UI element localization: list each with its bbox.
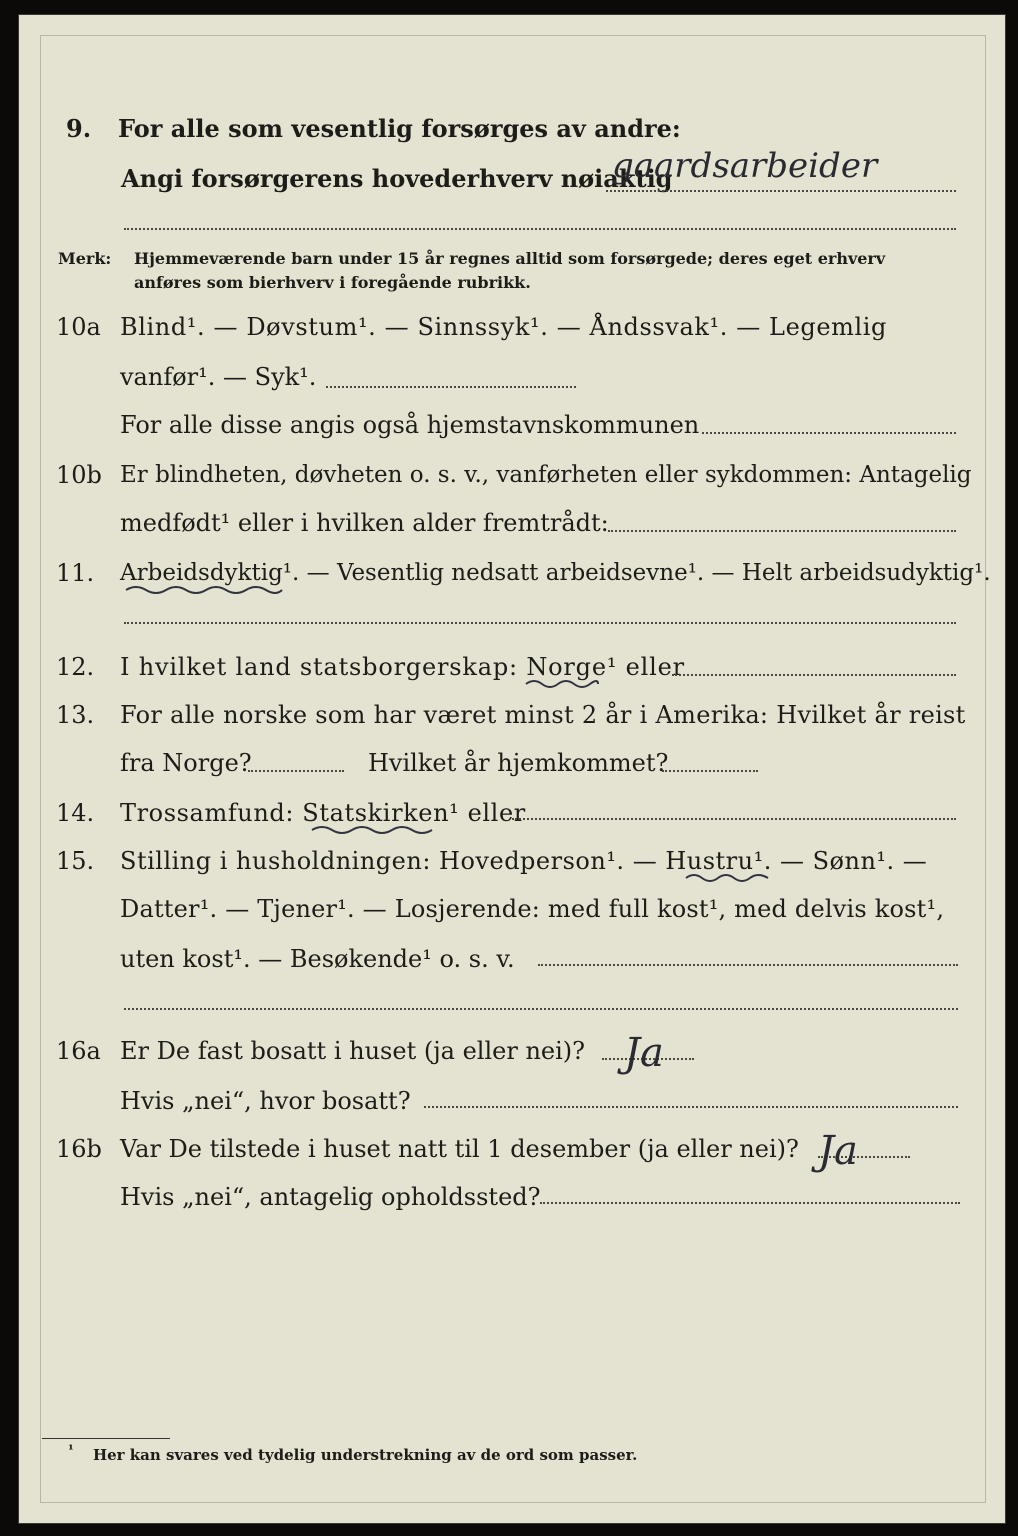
- item-number: 16b: [56, 1135, 102, 1163]
- item-text: For alle som vesentlig forsørges av andre:: [118, 114, 681, 143]
- item-number: 15.: [56, 847, 95, 875]
- item-10a-answer-line: [326, 386, 576, 388]
- item-number: 11.: [56, 559, 95, 587]
- underline-mark-statskirken: [310, 824, 434, 836]
- item-15-extra-line: [124, 1008, 958, 1010]
- item-number: 10b: [56, 461, 102, 489]
- footnote-rule: [42, 1438, 170, 1439]
- item-number: 10a: [56, 313, 101, 341]
- item-text: Hvis „nei“, antagelig opholdssted?: [120, 1183, 541, 1211]
- underline-mark-hustru: [684, 872, 770, 884]
- item-text: Er blindheten, døvheten o. s. v., vanførheten eller sykdommen: Antagelig: [120, 462, 972, 488]
- item-text: fra Norge?: [120, 749, 252, 777]
- item-16b-location-line: [540, 1202, 960, 1204]
- item-number: 14.: [56, 799, 95, 827]
- item-text: Angi forsørgerens hovederhverv nøiaktig: [121, 164, 673, 193]
- handwritten-occupation: gaardsarbeider: [612, 146, 878, 186]
- item-12-answer-line: [672, 674, 956, 676]
- underline-mark-arbeidsdyktig: [124, 584, 284, 596]
- note-text: Hjemmeværende barn under 15 år regnes alltid som forsørgede; deres eget erhverv: [134, 249, 886, 268]
- item-text: Trossamfund: Statskirken¹ eller: [120, 799, 526, 827]
- item-text: Blind¹. — Døvstum¹. — Sinnssyk¹. — Åndssvak¹. — Legemlig: [120, 313, 888, 341]
- item-text: Hvilket år hjemkommet?: [368, 749, 669, 777]
- item-10a-municipality-line: [702, 432, 956, 434]
- item-number: 16a: [56, 1037, 101, 1065]
- item-9-extra-line: [124, 228, 956, 230]
- handwritten-answer-16b: Ja: [818, 1128, 858, 1174]
- item-text: medfødt¹ eller i hvilken alder fremtrådt:: [120, 509, 609, 537]
- item-16a-residence-line: [424, 1106, 958, 1108]
- item-text: Arbeidsdyktig¹. — Vesentlig nedsatt arbeidsevne¹. — Helt arbeidsudyktig¹.: [120, 560, 991, 586]
- item-text: Stilling i husholdningen: Hovedperson¹. — Hustru¹. — Sønn¹. —: [120, 847, 928, 875]
- item-text: Datter¹. — Tjener¹. — Losjerende: med full kost¹, med delvis kost¹,: [120, 895, 945, 923]
- handwritten-answer-16a: Ja: [624, 1030, 664, 1076]
- footnote: [68, 1443, 638, 1464]
- underline-mark-norge: [524, 678, 600, 690]
- item-14-answer-line: [512, 818, 956, 820]
- footnote-mark: ¹: [68, 1443, 74, 1458]
- item-number: 13.: [56, 701, 95, 729]
- item-text: For alle norske som har været minst 2 år i Amerika: Hvilket år reist: [120, 701, 966, 729]
- note-label: Merk:: [58, 249, 112, 268]
- item-15-answer-line: [538, 964, 958, 966]
- item-text: Hvis „nei“, hvor bosatt?: [120, 1087, 411, 1115]
- item-number: 12.: [56, 653, 95, 681]
- item-text: Var De tilstede i huset natt til 1 desember (ja eller nei)?: [120, 1135, 799, 1163]
- item-number: 9.: [66, 114, 92, 143]
- departure-year-line: [248, 770, 344, 772]
- return-year-line: [662, 770, 758, 772]
- item-text: For alle disse angis også hjemstavnskommunen: [120, 411, 700, 439]
- item-text: Er De fast bosatt i huset (ja eller nei)?: [120, 1037, 586, 1065]
- footnote-text: Her kan svares ved tydelig understrekning av de ord som passer.: [92, 1446, 638, 1464]
- item-10b-answer-line: [608, 530, 956, 532]
- item-11-extra-line: [124, 622, 956, 624]
- note-text: anføres som bierhverv i foregående rubrikk.: [134, 273, 531, 292]
- item-text: I hvilket land statsborgerskap: Norge¹ eller: [120, 653, 685, 681]
- occupation-answer-line: [606, 190, 956, 192]
- item-text: vanfør¹. — Syk¹.: [120, 363, 317, 391]
- item-text: uten kost¹. — Besøkende¹ o. s. v.: [120, 945, 515, 973]
